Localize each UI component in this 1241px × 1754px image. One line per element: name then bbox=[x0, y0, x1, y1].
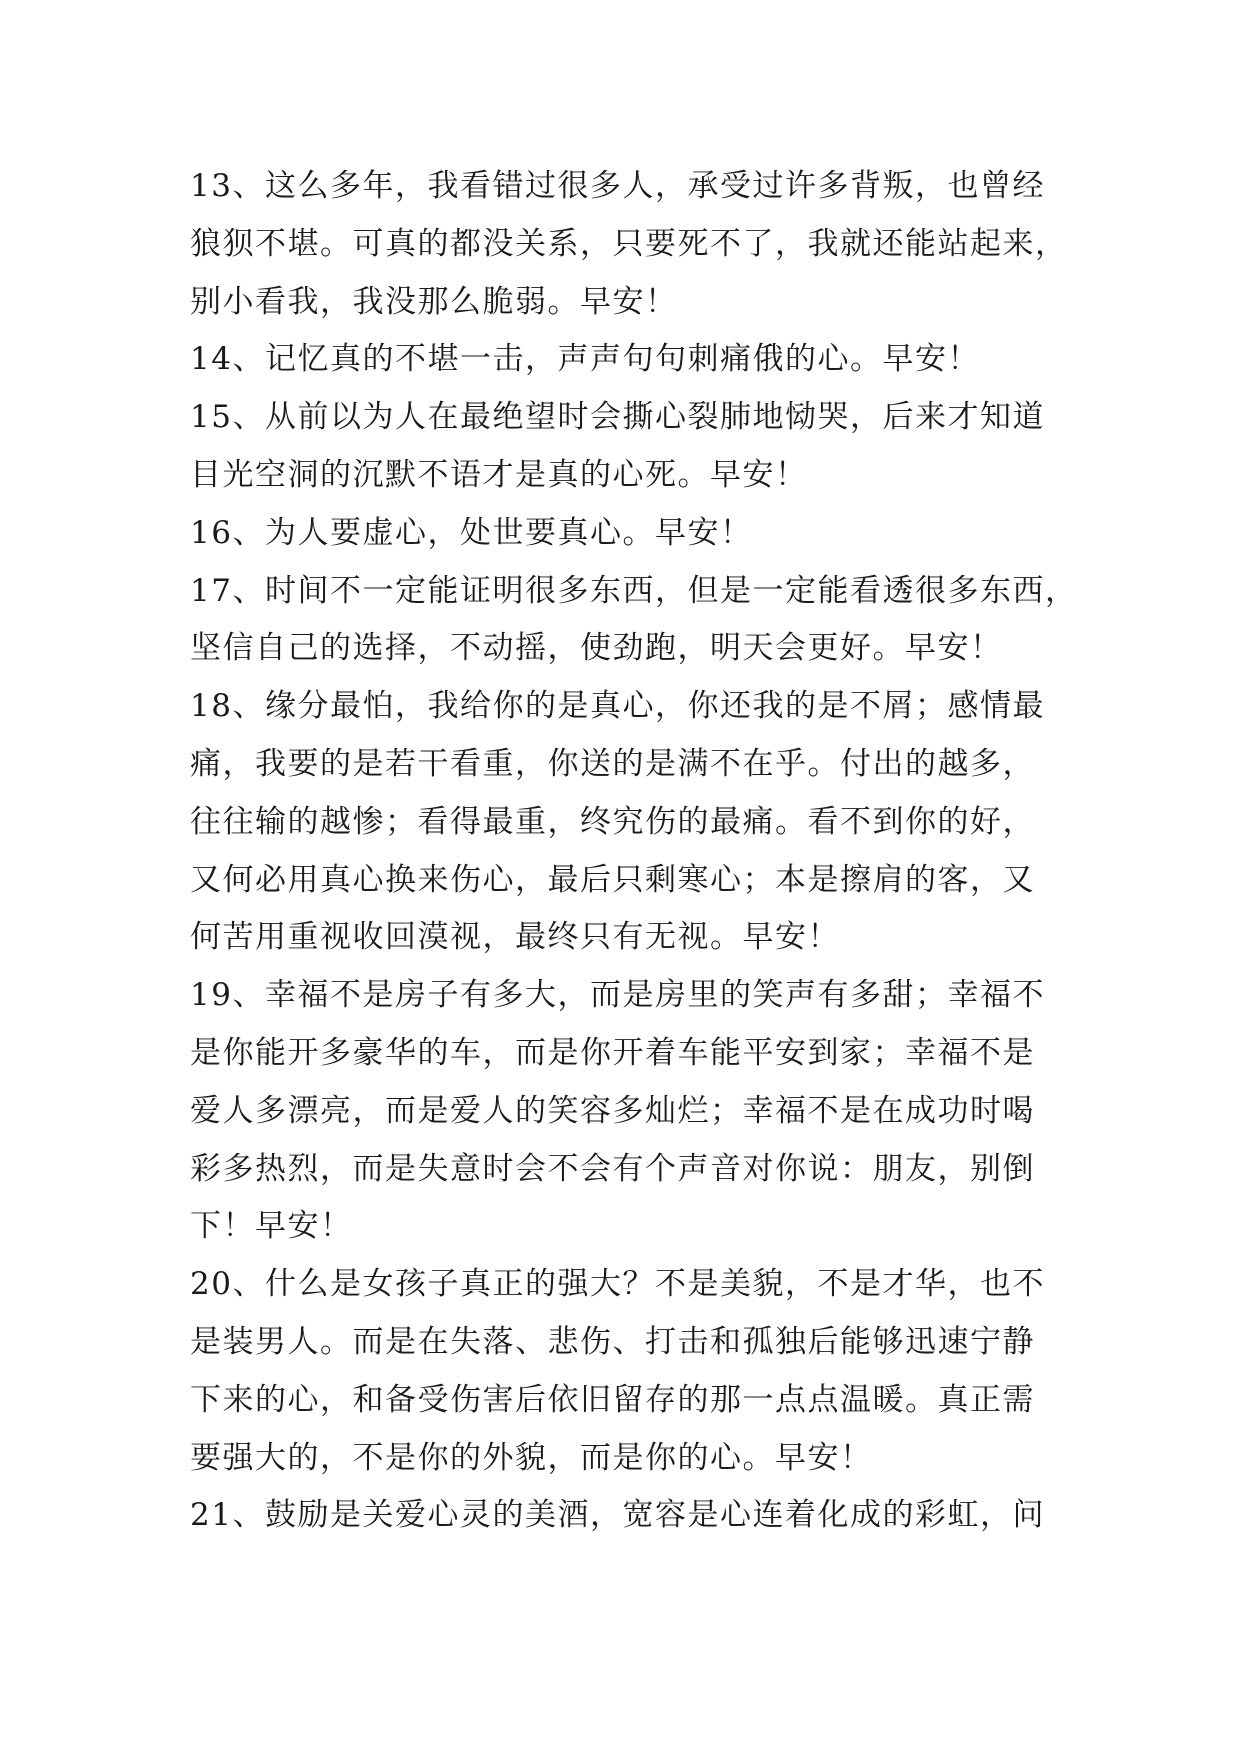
text-line: 爱人多漂亮，而是爱人的笑容多灿烂；幸福不是在成功时喝 bbox=[190, 1092, 1035, 1129]
text-line: 15、从前以为人在最绝望时会撕心裂肺地恸哭，后来才知道 bbox=[190, 399, 1045, 436]
text-line: 下！早安！ bbox=[190, 1208, 353, 1245]
text-line: 20、什么是女孩子真正的强大？不是美貌，不是才华，也不 bbox=[190, 1266, 1045, 1303]
text-line: 13、这么多年，我看错过很多人，承受过许多背叛，也曾经 bbox=[190, 168, 1045, 204]
text-line: 目光空洞的沉默不语才是真的心死。早安！ bbox=[190, 456, 808, 493]
text-line: 彩多热烈，而是失意时会不会有个声音对你说：朋友，别倒 bbox=[190, 1150, 1035, 1187]
text-line: 21、鼓励是关爱心灵的美酒，宽容是心连着化成的彩虹，问 bbox=[190, 1497, 1045, 1534]
text-line: 是你能开多豪华的车，而是你开着车能平安到家；幸福不是 bbox=[190, 1034, 1035, 1071]
document-body bbox=[190, 158, 1090, 1545]
text-line: 狼狈不堪。可真的都没关系，只要死不了，我就还能站起来， bbox=[190, 225, 1068, 262]
text-line: 19、幸福不是房子有多大，而是房里的笑声有多甜；幸福不 bbox=[190, 977, 1045, 1014]
text-line: 别小看我，我没那么脆弱。早安！ bbox=[190, 283, 678, 320]
text-line: 是装男人。而是在失落、悲伤、打击和孤独后能够迅速宁静 bbox=[190, 1323, 1035, 1360]
text-line: 16、为人要虚心，处世要真心。早安！ bbox=[190, 514, 753, 551]
text-line: 18、缘分最怕，我给你的是真心，你还我的是不屑；感情最 bbox=[190, 688, 1045, 725]
text-line: 17、时间不一定能证明很多东西，但是一定能看透很多东西， bbox=[190, 572, 1078, 609]
text-line: 要强大的，不是你的外貌，而是你的心。早安！ bbox=[190, 1439, 873, 1476]
text-line: 又何必用真心换来伤心，最后只剩寒心；本是擦肩的客，又 bbox=[190, 861, 1035, 898]
text-line: 何苦用重视收回漠视，最终只有无视。早安！ bbox=[190, 919, 840, 956]
text-line: 往往输的越惨；看得最重，终究伤的最痛。看不到你的好， bbox=[190, 803, 1035, 840]
text-line: 坚信自己的选择，不动摇，使劲跑，明天会更好。早安！ bbox=[190, 630, 1003, 667]
text-line: 下来的心，和备受伤害后依旧留存的那一点点温暖。真正需 bbox=[190, 1381, 1035, 1418]
text-line: 痛，我要的是若干看重，你送的是满不在乎。付出的越多， bbox=[190, 745, 1035, 782]
text-line: 14、记忆真的不堪一击，声声句句刺痛俄的心。早安！ bbox=[190, 341, 980, 378]
